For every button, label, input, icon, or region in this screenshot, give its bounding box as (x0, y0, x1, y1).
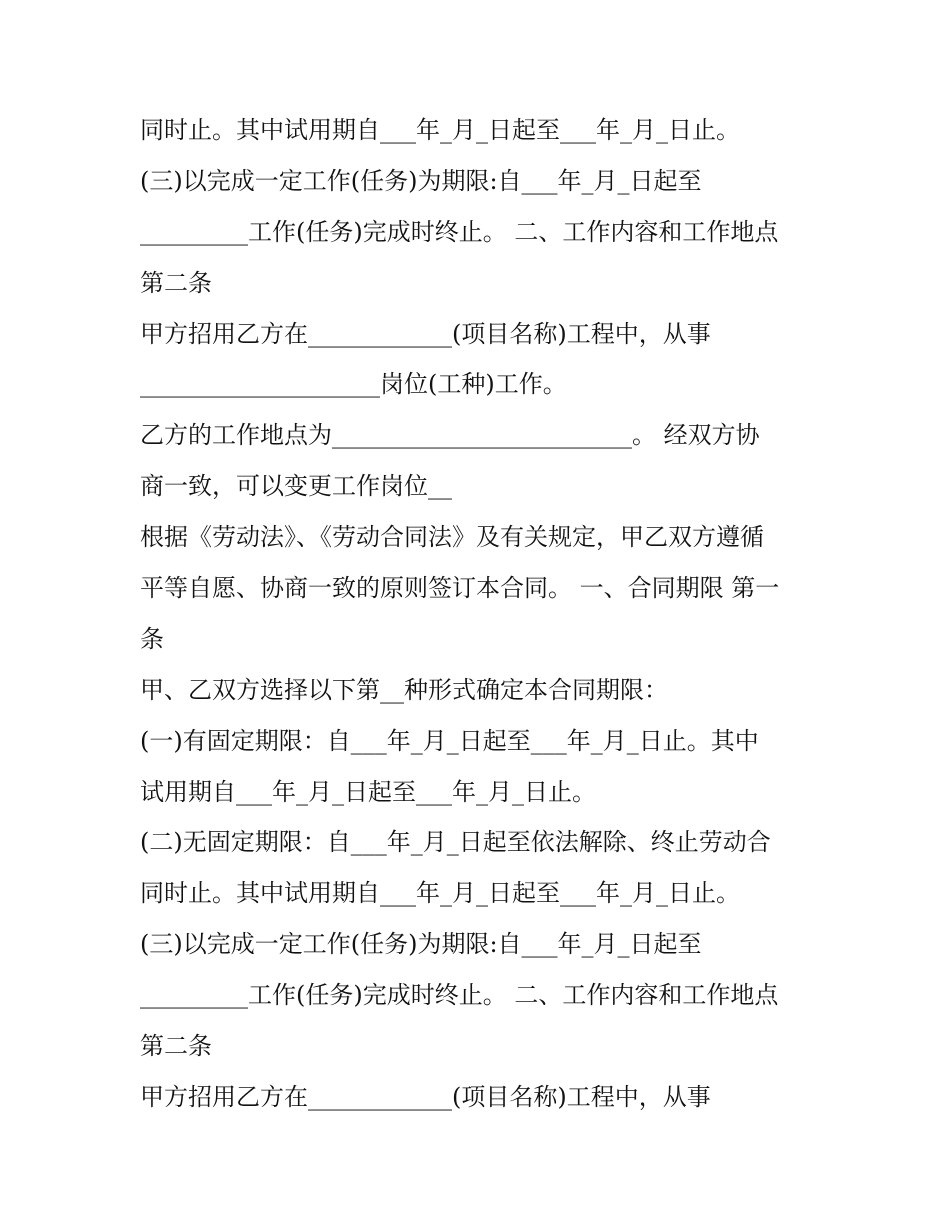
text-line: (三)以完成一定工作(任务)为期限:自___年_月_日起至 (140, 166, 702, 195)
text-line: 同时止。其中试用期自___年_月_日起至___年_月_日止。 (140, 116, 740, 144)
text-line: 商一致，可以变更工作岗位__ (140, 472, 452, 501)
text-line: 甲方招用乙方在____________(项目名称)工程中，从事 (140, 319, 711, 348)
text-line: (二)无固定期限：自___年_月_日起至依法解除、终止劳动合 (140, 828, 771, 857)
text-line: 根据《劳动法》、《劳动合同法》及有关规定，甲乙双方遵循 (140, 523, 764, 552)
text-line: (三)以完成一定工作(任务)为期限:自___年_月_日起至 (140, 930, 702, 959)
text-line: 甲方招用乙方在____________(项目名称)工程中，从事 (140, 1082, 711, 1111)
text-line: ____________________岗位(工种)工作。 (140, 370, 567, 399)
text-line: 第二条 (140, 1032, 212, 1061)
text-line: 试用期自___年_月_日起至___年_月_日止。 (140, 777, 596, 806)
document-body (140, 105, 840, 1123)
text-line: _________工作(任务)完成时终止。 二、工作内容和工作地点 (140, 217, 779, 246)
text-line: 乙方的工作地点为_________________________。 经双方协 (140, 421, 760, 450)
text-line: 甲、乙双方选择以下第__种形式确定本合同期限： (140, 675, 668, 704)
text-line: 平等自愿、协商一致的原则签订本合同。 一、合同期限 第一 (140, 574, 780, 603)
text-line: 同时止。其中试用期自___年_月_日起至___年_月_日止。 (140, 879, 740, 908)
text-line: 第二条 (140, 268, 212, 297)
text-line: (一)有固定期限：自___年_月_日起至___年_月_日止。其中 (140, 726, 759, 755)
text-line: 条 (140, 624, 164, 653)
text-line: _________工作(任务)完成时终止。 二、工作内容和工作地点 (140, 981, 779, 1010)
